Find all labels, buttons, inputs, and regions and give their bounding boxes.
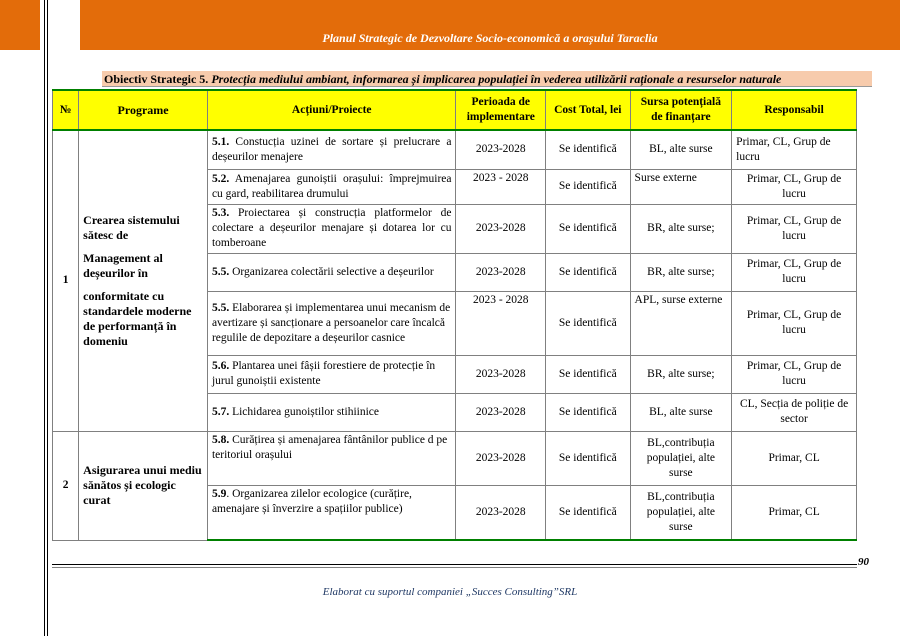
- action-cell: [207, 291, 456, 355]
- cost-cell: Se identifică: [546, 253, 631, 291]
- period-cell: 2023-2028: [456, 485, 546, 540]
- responsible-cell: Primar, CL, Grup de lucru: [732, 291, 857, 355]
- col-header-nr: №: [53, 90, 79, 130]
- table-row: [53, 431, 857, 485]
- cost-cell: Se identifică: [546, 431, 631, 485]
- margin-line: [47, 0, 48, 636]
- table-row: [53, 130, 857, 169]
- cost-cell: Se identifică: [546, 355, 631, 393]
- responsible-cell: Primar, CL: [732, 485, 857, 540]
- action-text: Amenajarea gunoiștii orașului: împrejmuirea cu gard, reabilitarea drumului: [211, 172, 452, 200]
- action-text: Elaborarea și implementarea unui mecanism de avertizare și sancționare a persoanelor care încalcă regulile de depozitare a deșeurilor casnice: [211, 301, 451, 344]
- action-code: 5.5.: [211, 265, 230, 278]
- program-name-line: Management al deșeurilor în: [83, 250, 163, 280]
- cost-cell: Se identifică: [546, 130, 631, 169]
- col-header-perioada: Perioada de implementare: [456, 90, 546, 130]
- action-code: 5.3.: [211, 207, 230, 219]
- action-text: Lichidarea gunoiștilor stihiinice: [229, 405, 379, 418]
- period-cell: 2023 - 2028: [456, 169, 546, 204]
- objective-text: Protecția mediului ambiant, informarea și implicarea populației în vederea utilizării raționale a resurselor naturale: [211, 72, 782, 86]
- program-name-line: Crearea sistemului sătesc de: [83, 212, 180, 242]
- page-number: 90: [858, 556, 869, 568]
- source-cell: BL, alte surse: [630, 130, 732, 169]
- action-code: 5.5.: [211, 301, 230, 314]
- action-cell: [207, 253, 456, 291]
- period-cell: 2023-2028: [456, 204, 546, 253]
- strategy-table: [52, 89, 857, 541]
- col-header-responsabil: Responsabil: [732, 90, 857, 130]
- program-name-line: conformitate cu standardele moderne de performanță în domeniu: [83, 288, 192, 348]
- action-text: Curățirea și amenajarea fântânilor publice d pe teritoriul orașului: [211, 433, 448, 461]
- objective-prefix: Obiectiv Strategic 5.: [104, 72, 212, 86]
- col-header-sursa: Sursa potențială de finanțare: [630, 90, 732, 130]
- action-text: Proiectarea și construcția platformelor de colectare a deșeurilor menajare și dotarea lor cu tomberoane: [211, 207, 452, 249]
- period-cell: 2023-2028: [456, 431, 546, 485]
- action-cell: [207, 169, 456, 204]
- action-code: 5.1.: [211, 135, 230, 148]
- cost-cell: Se identifică: [546, 291, 631, 355]
- action-code: 5.2.: [211, 172, 230, 185]
- cost-cell: Se identifică: [546, 393, 631, 431]
- action-cell: [207, 355, 456, 393]
- action-text: Plantarea unei fâșii forestiere de protecție în jurul gunoiștii existente: [211, 360, 436, 387]
- table-header-row: [53, 90, 857, 130]
- col-header-programe: Programe: [79, 90, 208, 130]
- period-cell: 2023 - 2028: [456, 291, 546, 355]
- responsible-cell: Primar, CL, Grup de lucru: [732, 130, 857, 169]
- period-cell: 2023-2028: [456, 393, 546, 431]
- col-header-actiuni: Acțiuni/Proiecte: [207, 90, 456, 130]
- period-cell: 2023-2028: [456, 130, 546, 169]
- cost-cell: Se identifică: [546, 204, 631, 253]
- responsible-cell: Primar, CL, Grup de lucru: [732, 169, 857, 204]
- action-code: 5.6.: [211, 360, 230, 372]
- program-name: [79, 130, 208, 431]
- source-cell: APL, surse externe: [630, 291, 732, 355]
- action-text: Constucția uzinei de sortare și prelucrare a deșeurilor menajere: [211, 135, 452, 163]
- col-header-cost: Cost Total, lei: [546, 90, 631, 130]
- responsible-cell: Primar, CL, Grup de lucru: [732, 253, 857, 291]
- left-header-band: [0, 0, 40, 50]
- action-cell: [207, 204, 456, 253]
- action-code: 5.9: [211, 487, 227, 500]
- header-band: [80, 0, 900, 50]
- period-cell: 2023-2028: [456, 355, 546, 393]
- source-cell: BL,contribuția populației, alte surse: [630, 431, 732, 485]
- footer-rule: [52, 564, 857, 565]
- program-number: 1: [53, 130, 79, 431]
- action-cell: [207, 485, 456, 540]
- action-cell: [207, 130, 456, 169]
- action-text: Organizarea colectării selective a deșeurilor: [229, 265, 434, 278]
- action-cell: [207, 431, 456, 485]
- source-cell: BR, alte surse;: [630, 253, 732, 291]
- cost-cell: Se identifică: [546, 485, 631, 540]
- cost-cell: Se identifică: [546, 169, 631, 204]
- action-code: 5.8.: [211, 433, 230, 446]
- program-number: 2: [53, 431, 79, 540]
- responsible-cell: Primar, CL: [732, 431, 857, 485]
- action-text: . Organizarea zilelor ecologice (curățire, amenajare și înverzire a spațiilor publice): [211, 487, 412, 515]
- objective-heading: [102, 71, 872, 87]
- footer-text: Elaborat cu suportul companiei „Succes Consulting”SRL: [322, 586, 578, 598]
- source-cell: BR, alte surse;: [630, 355, 732, 393]
- responsible-cell: Primar, CL, Grup de lucru: [732, 204, 857, 253]
- footer-rule: [52, 567, 857, 568]
- responsible-cell: CL, Secția de poliție de sector: [732, 393, 857, 431]
- action-cell: [207, 393, 456, 431]
- responsible-cell: Primar, CL, Grup de lucru: [732, 355, 857, 393]
- source-cell: BR, alte surse;: [630, 204, 732, 253]
- source-cell: BL, alte surse: [630, 393, 732, 431]
- source-cell: BL,contribuția populației, alte surse: [630, 485, 732, 540]
- source-cell: Surse externe: [630, 169, 732, 204]
- document-title: Planul Strategic de Dezvoltare Socio-economică a orașului Taraclia: [322, 30, 658, 45]
- margin-line: [44, 0, 45, 636]
- period-cell: 2023-2028: [456, 253, 546, 291]
- program-name: Asigurarea unui mediu sănătos și ecologic curat: [79, 431, 208, 540]
- action-code: 5.7.: [211, 405, 230, 418]
